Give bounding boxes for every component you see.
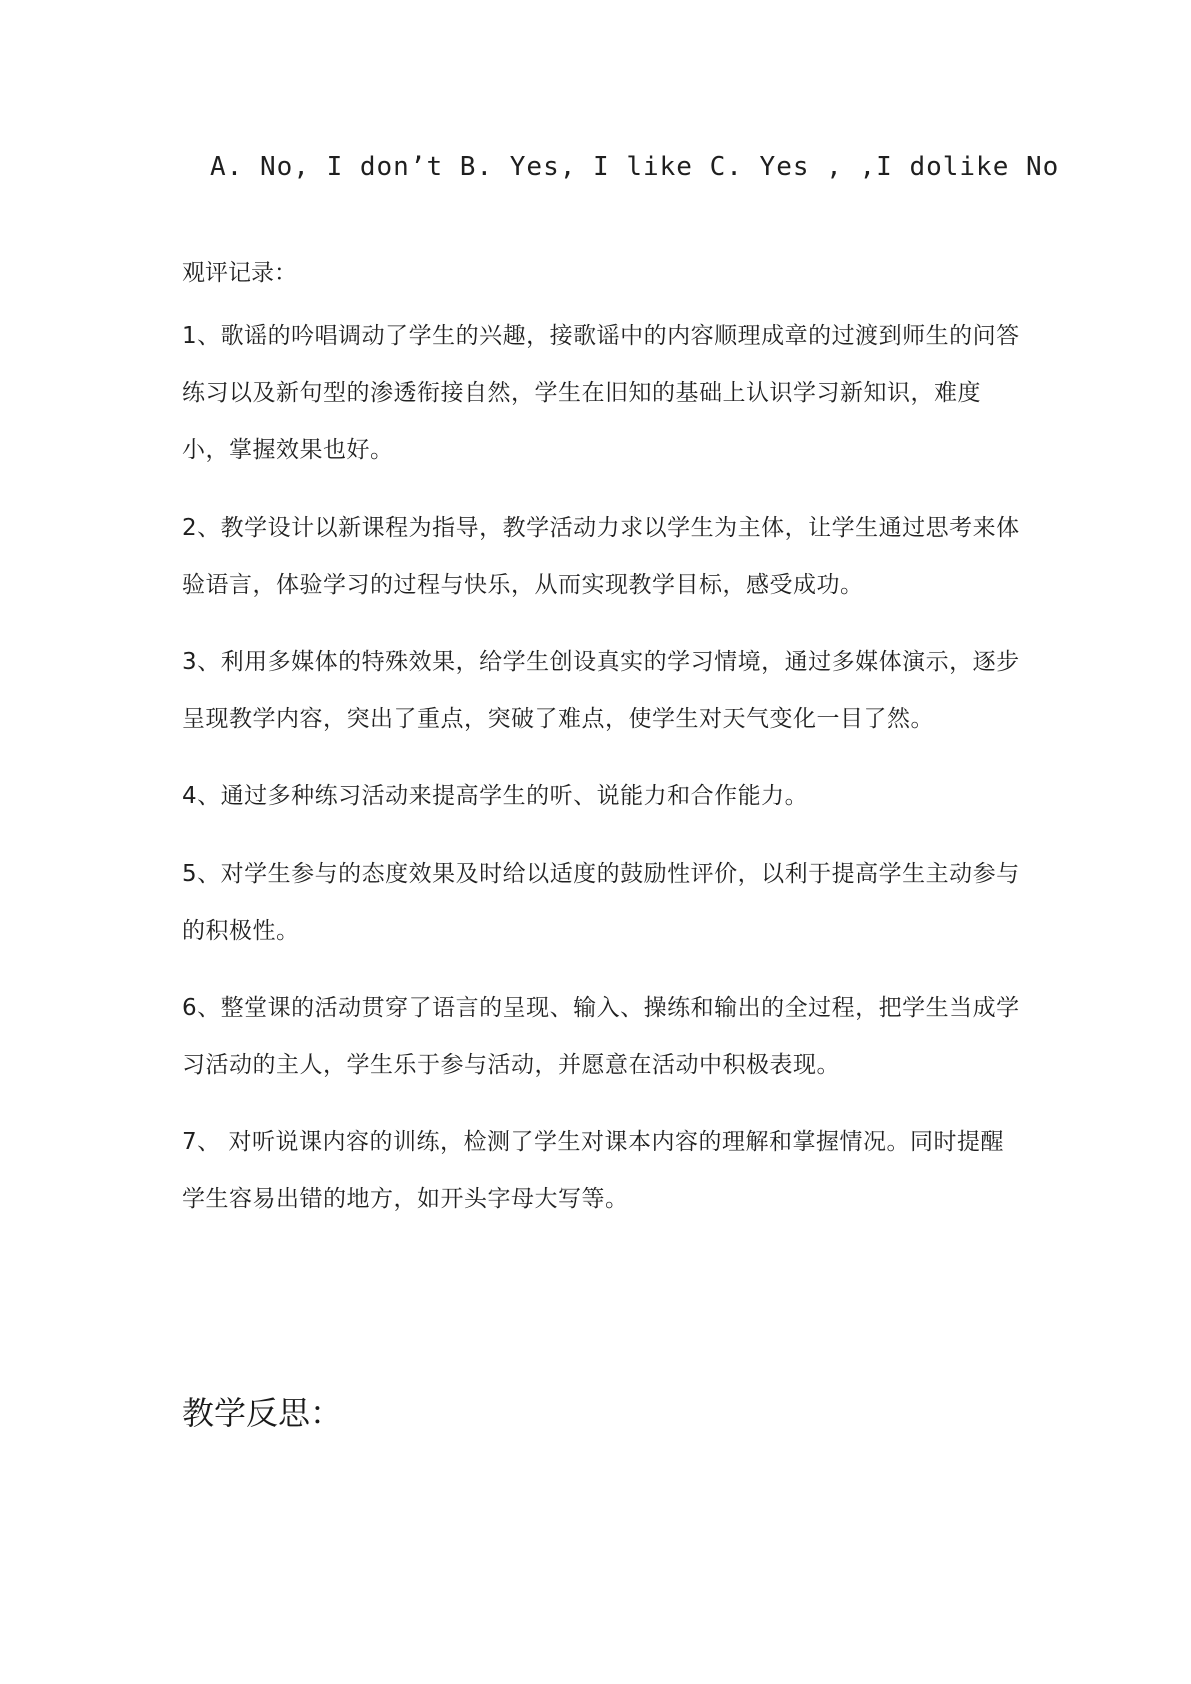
item-text: 利用多媒体的特殊效果，给学生创设真实的学习情境，通过多媒体演示，逐步呈现教学内容，突出了重点，突破了难点，使学生对天气变化一目了然。 (182, 649, 1020, 732)
item-number: 4、 (182, 783, 221, 809)
item-text: 教学设计以新课程为指导，教学活动力求以学生为主体，让学生通过思考来体验语言，体验学习的过程与快乐，从而实现教学目标，感受成功。 (182, 515, 1020, 598)
reflection-heading: 教学反思： (182, 1394, 343, 1432)
review-item-5 (182, 846, 1022, 960)
item-number: 3、 (182, 649, 221, 675)
item-number: 7、 (182, 1129, 221, 1155)
item-number: 2、 (182, 515, 221, 541)
item-text: 通过多种练习活动来提高学生的听、说能力和合作能力。 (220, 783, 809, 809)
item-number: 1、 (182, 323, 221, 349)
answer-options: A. No, I don’t B. Yes, I like C. Yes , ,I dolike No (210, 152, 1060, 182)
review-item-6 (182, 980, 1022, 1094)
item-text: 歌谣的吟唱调动了学生的兴趣，接歌谣中的内容顺理成章的过渡到师生的问答练习以及新句型的渗透衔接自然，学生在旧知的基础上认识学习新知识，难度小，掌握效果也好。 (182, 323, 1020, 463)
item-number: 6、 (182, 995, 221, 1021)
review-item-4 (182, 768, 1022, 825)
item-text: 整堂课的活动贯穿了语言的呈现、输入、操练和输出的全过程，把学生当成学习活动的主人，学生乐于参与活动，并愿意在活动中积极表现。 (182, 995, 1020, 1078)
item-text: 对听说课内容的训练，检测了学生对课本内容的理解和掌握情况。同时提醒学生容易出错的地方，如开头字母大写等。 (182, 1129, 1004, 1212)
review-item-2 (182, 500, 1022, 614)
review-label: 观评记录： (182, 260, 297, 286)
review-item-3 (182, 634, 1022, 748)
review-item-1 (182, 308, 1022, 479)
item-number: 5、 (182, 861, 221, 887)
review-item-7 (182, 1114, 1022, 1228)
item-text: 对学生参与的态度效果及时给以适度的鼓励性评价，以利于提高学生主动参与的积极性。 (182, 861, 1020, 944)
